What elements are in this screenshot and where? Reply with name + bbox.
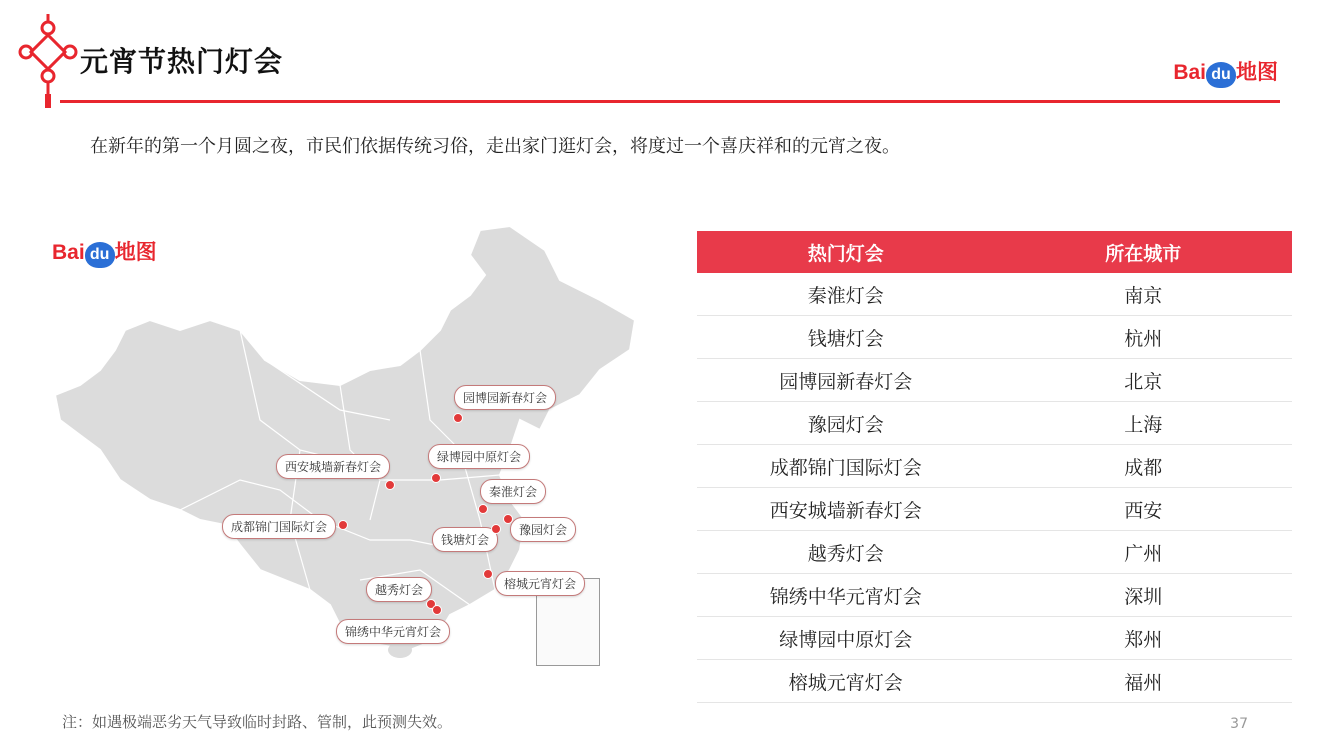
map-marker[interactable] — [491, 524, 501, 534]
map-label: 锦绣中华元宵灯会 — [336, 619, 450, 644]
city-cell: 广州 — [995, 531, 1293, 574]
festival-cell: 成都锦门国际灯会 — [697, 445, 995, 488]
city-cell: 北京 — [995, 359, 1293, 402]
table-row — [697, 402, 1292, 445]
baidu-map-logo — [1173, 56, 1278, 88]
festival-cell: 绿博园中原灯会 — [697, 617, 995, 660]
map-label: 秦淮灯会 — [480, 479, 546, 504]
map-marker[interactable] — [432, 605, 442, 615]
title-divider — [60, 100, 1280, 103]
map-marker[interactable] — [338, 520, 348, 530]
table-row — [697, 316, 1292, 359]
page-number: 37 — [1230, 716, 1248, 732]
map-label: 豫园灯会 — [510, 517, 576, 542]
city-cell: 郑州 — [995, 617, 1293, 660]
map-label: 钱塘灯会 — [432, 527, 498, 552]
map-marker[interactable] — [483, 569, 493, 579]
table-row — [697, 660, 1292, 703]
festival-cell: 榕城元宵灯会 — [697, 660, 995, 703]
map-label: 园博园新春灯会 — [454, 385, 556, 410]
logo-bai: Bai — [1173, 61, 1206, 84]
table-row — [697, 273, 1292, 316]
logo-ditu: 地图 — [1236, 61, 1278, 84]
china-map — [40, 220, 660, 680]
baidu-paw-icon: du — [1206, 62, 1236, 88]
city-cell: 南京 — [995, 273, 1293, 316]
map-marker[interactable] — [503, 514, 513, 524]
map-marker[interactable] — [478, 504, 488, 514]
table-row — [697, 445, 1292, 488]
table-row — [697, 531, 1292, 574]
map-marker[interactable] — [385, 480, 395, 490]
city-cell: 杭州 — [995, 316, 1293, 359]
baidu-map-logo-map — [52, 236, 157, 268]
map-label: 越秀灯会 — [366, 577, 432, 602]
lantern-festival-table — [697, 231, 1292, 703]
column-header-festival: 热门灯会 — [697, 231, 995, 273]
map-marker[interactable] — [453, 413, 463, 423]
festival-cell: 秦淮灯会 — [697, 273, 995, 316]
city-cell: 上海 — [995, 402, 1293, 445]
festival-cell: 西安城墙新春灯会 — [697, 488, 995, 531]
map-label: 西安城墙新春灯会 — [276, 454, 390, 479]
column-header-city: 所在城市 — [995, 231, 1293, 273]
map-label: 绿博园中原灯会 — [428, 444, 530, 469]
table-row — [697, 488, 1292, 531]
intro-text: 在新年的第一个月圆之夜，市民们依据传统习俗，走出家门逛灯会，将度过一个喜庆祥和的元宵之夜。 — [90, 136, 900, 157]
city-cell: 深圳 — [995, 574, 1293, 617]
map-label: 成都锦门国际灯会 — [222, 514, 336, 539]
table-row — [697, 617, 1292, 660]
logo-bai: Bai — [52, 241, 85, 264]
chinese-knot-icon — [18, 14, 78, 110]
city-cell: 成都 — [995, 445, 1293, 488]
map-label: 榕城元宵灯会 — [495, 571, 585, 596]
table-header-row — [697, 231, 1292, 273]
baidu-paw-icon: du — [85, 242, 115, 268]
table-row — [697, 359, 1292, 402]
logo-ditu: 地图 — [114, 241, 157, 264]
festival-cell: 园博园新春灯会 — [697, 359, 995, 402]
page-title: 元宵节热门灯会 — [80, 45, 284, 78]
festival-cell: 越秀灯会 — [697, 531, 995, 574]
city-cell: 福州 — [995, 660, 1293, 703]
city-cell: 西安 — [995, 488, 1293, 531]
map-marker[interactable] — [431, 473, 441, 483]
festival-cell: 钱塘灯会 — [697, 316, 995, 359]
disclaimer-note: 注：如遇极端恶劣天气导致临时封路、管制，此预测失效。 — [62, 713, 453, 731]
festival-cell: 豫园灯会 — [697, 402, 995, 445]
festival-cell: 锦绣中华元宵灯会 — [697, 574, 995, 617]
table-row — [697, 574, 1292, 617]
